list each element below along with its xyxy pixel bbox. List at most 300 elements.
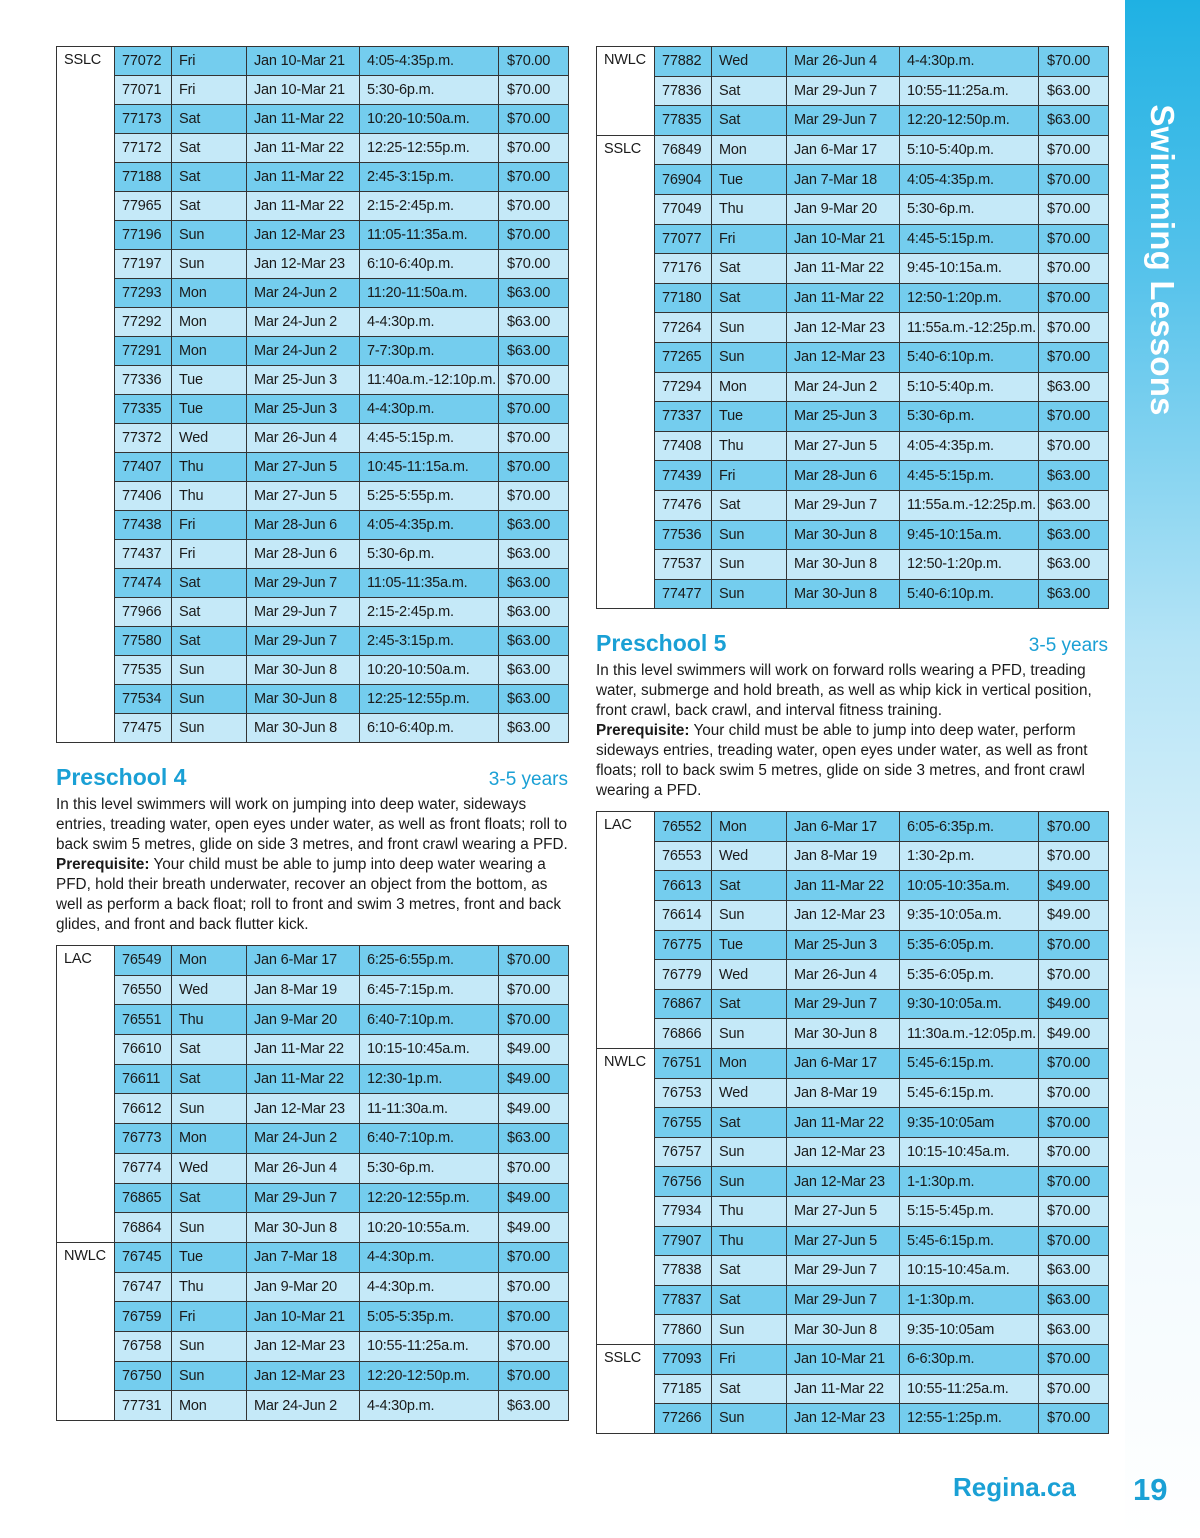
day-cell: Sat [712, 283, 787, 313]
course-code-cell: 76553 [655, 841, 712, 871]
date-range-cell: Jan 11-Mar 22 [787, 283, 900, 313]
time-cell: 5:45-6:15p.m. [900, 1049, 1039, 1079]
schedule-row [597, 431, 1109, 461]
day-cell: Sat [172, 1064, 247, 1094]
day-cell: Sun [712, 1019, 787, 1049]
day-cell: Mon [172, 1391, 247, 1421]
day-cell: Tue [712, 402, 787, 432]
schedule-row [57, 1272, 569, 1302]
schedule-row [597, 871, 1109, 901]
time-cell: 5:25-5:55p.m. [360, 482, 499, 511]
date-range-cell: Mar 26-Jun 4 [787, 47, 900, 77]
time-cell: 6-6:30p.m. [900, 1344, 1039, 1374]
day-cell: Fri [172, 540, 247, 569]
price-cell: $70.00 [499, 1005, 569, 1035]
date-range-cell: Mar 30-Jun 8 [787, 520, 900, 550]
day-cell: Sun [712, 520, 787, 550]
time-cell: 4:05-4:35p.m. [360, 47, 499, 76]
course-code-cell: 76864 [115, 1213, 172, 1243]
time-cell: 11:55a.m.-12:25p.m. [900, 313, 1039, 343]
time-cell: 4:05-4:35p.m. [900, 165, 1039, 195]
schedule-row [597, 1019, 1109, 1049]
schedule-row [597, 960, 1109, 990]
price-cell: $63.00 [1039, 106, 1109, 136]
section-header-preschool-4 [56, 761, 568, 791]
course-code-cell: 76613 [655, 871, 712, 901]
price-cell: $63.00 [1039, 1315, 1109, 1345]
course-code-cell: 77731 [115, 1391, 172, 1421]
price-cell: $70.00 [499, 946, 569, 976]
time-cell: 5:35-6:05p.m. [900, 960, 1039, 990]
schedule-row [597, 194, 1109, 224]
schedule-row [597, 1404, 1109, 1434]
schedule-row [57, 1391, 569, 1421]
course-code-cell: 76756 [655, 1167, 712, 1197]
schedule-row [57, 221, 569, 250]
time-cell: 4-4:30p.m. [900, 47, 1039, 77]
time-cell: 4:45-5:15p.m. [900, 224, 1039, 254]
time-cell: 4:45-5:15p.m. [900, 461, 1039, 491]
price-cell: $70.00 [1039, 960, 1109, 990]
schedule-row [57, 1213, 569, 1243]
course-code-cell: 77292 [115, 308, 172, 337]
price-cell: $70.00 [499, 163, 569, 192]
schedule-row [57, 76, 569, 105]
course-code-cell: 76753 [655, 1078, 712, 1108]
schedule-row [57, 424, 569, 453]
time-cell: 6:25-6:55p.m. [360, 946, 499, 976]
price-cell: $63.00 [499, 656, 569, 685]
day-cell: Sat [172, 569, 247, 598]
location-cell: LAC [57, 946, 115, 1243]
schedule-row [597, 106, 1109, 136]
day-cell: Fri [172, 511, 247, 540]
schedule-row [597, 1315, 1109, 1345]
day-cell: Thu [712, 194, 787, 224]
time-cell: 10:05-10:35a.m. [900, 871, 1039, 901]
course-code-cell: 77180 [655, 283, 712, 313]
date-range-cell: Mar 30-Jun 8 [787, 1315, 900, 1345]
schedule-row [597, 930, 1109, 960]
schedule-row [57, 627, 569, 656]
date-range-cell: Jan 11-Mar 22 [787, 1374, 900, 1404]
date-range-cell: Mar 29-Jun 7 [787, 76, 900, 106]
price-cell: $70.00 [499, 975, 569, 1005]
schedule-row [597, 76, 1109, 106]
date-range-cell: Jan 12-Mar 23 [787, 901, 900, 931]
date-range-cell: Jan 12-Mar 23 [247, 1361, 360, 1391]
date-range-cell: Mar 29-Jun 7 [787, 106, 900, 136]
schedule-row [57, 1005, 569, 1035]
date-range-cell: Mar 24-Jun 2 [247, 337, 360, 366]
price-cell: $70.00 [1039, 1137, 1109, 1167]
date-range-cell: Mar 26-Jun 4 [247, 424, 360, 453]
date-range-cell: Jan 11-Mar 22 [247, 1035, 360, 1065]
section-header-preschool-5 [596, 627, 1108, 657]
price-cell: $63.00 [1039, 520, 1109, 550]
time-cell: 2:45-3:15p.m. [360, 163, 499, 192]
date-range-cell: Jan 12-Mar 23 [247, 1331, 360, 1361]
date-range-cell: Mar 30-Jun 8 [247, 1213, 360, 1243]
price-cell: $49.00 [1039, 871, 1109, 901]
day-cell: Sun [712, 901, 787, 931]
date-range-cell: Jan 12-Mar 23 [787, 342, 900, 372]
price-cell: $63.00 [499, 511, 569, 540]
time-cell: 5:40-6:10p.m. [900, 579, 1039, 609]
day-cell: Sun [172, 1213, 247, 1243]
schedule-row [597, 1226, 1109, 1256]
schedule-row [57, 395, 569, 424]
time-cell: 2:45-3:15p.m. [360, 627, 499, 656]
price-cell: $49.00 [1039, 989, 1109, 1019]
date-range-cell: Jan 9-Mar 20 [787, 194, 900, 224]
time-cell: 11:55a.m.-12:25p.m. [900, 490, 1039, 520]
day-cell: Tue [712, 930, 787, 960]
price-cell: $70.00 [499, 250, 569, 279]
day-cell: Sun [172, 656, 247, 685]
date-range-cell: Mar 28-Jun 6 [247, 511, 360, 540]
price-cell: $70.00 [499, 453, 569, 482]
schedule-row [57, 366, 569, 395]
day-cell: Sat [712, 254, 787, 284]
course-code-cell: 77264 [655, 313, 712, 343]
price-cell: $70.00 [499, 482, 569, 511]
date-range-cell: Mar 28-Jun 6 [247, 540, 360, 569]
price-cell: $63.00 [1039, 461, 1109, 491]
day-cell: Sat [172, 598, 247, 627]
price-cell: $70.00 [499, 1242, 569, 1272]
date-range-cell: Mar 24-Jun 2 [247, 1391, 360, 1421]
schedule-row [57, 598, 569, 627]
course-code-cell: 76750 [115, 1361, 172, 1391]
day-cell: Sun [172, 1094, 247, 1124]
date-range-cell: Mar 29-Jun 7 [247, 569, 360, 598]
course-code-cell: 77837 [655, 1285, 712, 1315]
price-cell: $63.00 [499, 685, 569, 714]
time-cell: 9:30-10:05a.m. [900, 989, 1039, 1019]
location-cell: NWLC [57, 1242, 115, 1420]
time-cell: 5:30-6p.m. [900, 194, 1039, 224]
price-cell: $70.00 [1039, 194, 1109, 224]
schedule-table [596, 811, 1109, 1433]
date-range-cell: Mar 27-Jun 5 [787, 431, 900, 461]
date-range-cell: Mar 24-Jun 2 [247, 279, 360, 308]
price-cell: $70.00 [499, 1361, 569, 1391]
price-cell: $70.00 [1039, 135, 1109, 165]
course-code-cell: 77438 [115, 511, 172, 540]
day-cell: Thu [172, 1272, 247, 1302]
date-range-cell: Jan 11-Mar 22 [247, 105, 360, 134]
day-cell: Wed [712, 47, 787, 77]
time-cell: 10:20-10:55a.m. [360, 1213, 499, 1243]
price-cell: $63.00 [499, 598, 569, 627]
date-range-cell: Mar 25-Jun 3 [247, 395, 360, 424]
day-cell: Wed [172, 1153, 247, 1183]
course-code-cell: 76866 [655, 1019, 712, 1049]
day-cell: Sun [172, 1361, 247, 1391]
course-code-cell: 77475 [115, 714, 172, 743]
time-cell: 5:30-6p.m. [900, 402, 1039, 432]
location-cell: NWLC [597, 1049, 655, 1345]
time-cell: 6:40-7:10p.m. [360, 1005, 499, 1035]
time-cell: 10:15-10:45a.m. [900, 1256, 1039, 1286]
day-cell: Thu [172, 1005, 247, 1035]
course-code-cell: 77265 [655, 342, 712, 372]
date-range-cell: Mar 29-Jun 7 [247, 598, 360, 627]
course-code-cell: 77882 [655, 47, 712, 77]
course-code-cell: 76610 [115, 1035, 172, 1065]
location-cell: NWLC [597, 47, 655, 136]
schedule-row [57, 1331, 569, 1361]
time-cell: 11:40a.m.-12:10p.m. [360, 366, 499, 395]
day-cell: Sun [712, 1315, 787, 1345]
course-code-cell: 76751 [655, 1049, 712, 1079]
time-cell: 7-7:30p.m. [360, 337, 499, 366]
course-code-cell: 76757 [655, 1137, 712, 1167]
schedule-row [597, 1197, 1109, 1227]
schedule-row [57, 308, 569, 337]
date-range-cell: Jan 8-Mar 19 [787, 841, 900, 871]
location-cell: SSLC [57, 47, 115, 743]
date-range-cell: Jan 12-Mar 23 [247, 1094, 360, 1124]
course-code-cell: 77535 [115, 656, 172, 685]
time-cell: 12:50-1:20p.m. [900, 283, 1039, 313]
course-code-cell: 77477 [655, 579, 712, 609]
schedule-row [57, 946, 569, 976]
schedule-row [57, 1183, 569, 1213]
schedule-row [57, 453, 569, 482]
time-cell: 12:25-12:55p.m. [360, 134, 499, 163]
course-code-cell: 77197 [115, 250, 172, 279]
day-cell: Mon [172, 308, 247, 337]
schedule-row [597, 550, 1109, 580]
date-range-cell: Mar 29-Jun 7 [787, 989, 900, 1019]
time-cell: 9:45-10:15a.m. [900, 520, 1039, 550]
price-cell: $70.00 [499, 192, 569, 221]
course-code-cell: 77536 [655, 520, 712, 550]
course-code-cell: 76614 [655, 901, 712, 931]
schedule-row [57, 47, 569, 76]
day-cell: Sun [712, 579, 787, 609]
time-cell: 1-1:30p.m. [900, 1285, 1039, 1315]
schedule-row [57, 1094, 569, 1124]
date-range-cell: Mar 25-Jun 3 [787, 930, 900, 960]
footer-site-link[interactable]: Regina.ca [953, 1472, 1076, 1502]
date-range-cell: Mar 24-Jun 2 [787, 372, 900, 402]
date-range-cell: Jan 6-Mar 17 [787, 135, 900, 165]
time-cell: 10:20-10:50a.m. [360, 656, 499, 685]
level-description [596, 661, 1108, 801]
schedule-row [597, 224, 1109, 254]
price-cell: $70.00 [1039, 47, 1109, 77]
date-range-cell: Jan 11-Mar 22 [787, 871, 900, 901]
course-code-cell: 76755 [655, 1108, 712, 1138]
date-range-cell: Mar 26-Jun 4 [247, 1153, 360, 1183]
course-code-cell: 77537 [655, 550, 712, 580]
price-cell: $70.00 [1039, 930, 1109, 960]
time-cell: 12:50-1:20p.m. [900, 550, 1039, 580]
price-cell: $49.00 [499, 1183, 569, 1213]
left-column [56, 46, 568, 1421]
time-cell: 5:40-6:10p.m. [900, 342, 1039, 372]
schedule-row [597, 1167, 1109, 1197]
day-cell: Sat [712, 76, 787, 106]
schedule-row [57, 482, 569, 511]
price-cell: $70.00 [499, 76, 569, 105]
course-code-cell: 77176 [655, 254, 712, 284]
time-cell: 10:55-11:25a.m. [900, 1374, 1039, 1404]
schedule-row [597, 402, 1109, 432]
course-code-cell: 77336 [115, 366, 172, 395]
date-range-cell: Mar 29-Jun 7 [787, 1285, 900, 1315]
time-cell: 12:20-12:50p.m. [360, 1361, 499, 1391]
date-range-cell: Jan 7-Mar 18 [787, 165, 900, 195]
time-cell: 10:45-11:15a.m. [360, 453, 499, 482]
schedule-row [57, 656, 569, 685]
price-cell: $63.00 [1039, 490, 1109, 520]
course-code-cell: 77476 [655, 490, 712, 520]
schedule-row [597, 342, 1109, 372]
date-range-cell: Mar 29-Jun 7 [247, 1183, 360, 1213]
day-cell: Sun [172, 685, 247, 714]
course-code-cell: 76865 [115, 1183, 172, 1213]
course-code-cell: 77534 [115, 685, 172, 714]
time-cell: 11:20-11:50a.m. [360, 279, 499, 308]
schedule-row [57, 975, 569, 1005]
price-cell: $49.00 [499, 1064, 569, 1094]
schedule-row [57, 105, 569, 134]
date-range-cell: Jan 8-Mar 19 [247, 975, 360, 1005]
price-cell: $70.00 [1039, 1226, 1109, 1256]
schedule-table [56, 945, 569, 1421]
description-text: In this level swimmers will work on forward rolls wearing a PFD, treading water, submerge and hold breath, as well as whip kick in vertical position, front crawl, back crawl, and interval fitness training. [596, 662, 1092, 720]
course-code-cell: 76747 [115, 1272, 172, 1302]
schedule-row [597, 989, 1109, 1019]
schedule-row [597, 1344, 1109, 1374]
time-cell: 1-1:30p.m. [900, 1167, 1039, 1197]
price-cell: $63.00 [499, 337, 569, 366]
schedule-row [57, 511, 569, 540]
day-cell: Sat [712, 1108, 787, 1138]
course-code-cell: 77172 [115, 134, 172, 163]
price-cell: $70.00 [1039, 1197, 1109, 1227]
date-range-cell: Jan 10-Mar 21 [247, 1302, 360, 1332]
day-cell: Sun [712, 1167, 787, 1197]
price-cell: $63.00 [499, 308, 569, 337]
level-description [56, 795, 568, 935]
date-range-cell: Jan 10-Mar 21 [247, 47, 360, 76]
time-cell: 12:55-1:25p.m. [900, 1404, 1039, 1434]
price-cell: $70.00 [499, 1153, 569, 1183]
schedule-row [597, 1137, 1109, 1167]
date-range-cell: Jan 11-Mar 22 [247, 1064, 360, 1094]
date-range-cell: Jan 8-Mar 19 [787, 1078, 900, 1108]
schedule-row [597, 901, 1109, 931]
course-code-cell: 77077 [655, 224, 712, 254]
date-range-cell: Jan 11-Mar 22 [787, 254, 900, 284]
course-code-cell: 76552 [655, 812, 712, 842]
time-cell: 5:30-6p.m. [360, 76, 499, 105]
schedule-row [57, 1242, 569, 1272]
price-cell: $70.00 [1039, 1049, 1109, 1079]
day-cell: Sat [172, 163, 247, 192]
price-cell: $70.00 [1039, 1374, 1109, 1404]
price-cell: $70.00 [499, 1272, 569, 1302]
price-cell: $63.00 [499, 714, 569, 743]
day-cell: Tue [712, 165, 787, 195]
price-cell: $70.00 [499, 1302, 569, 1332]
day-cell: Sat [172, 1183, 247, 1213]
course-code-cell: 77372 [115, 424, 172, 453]
price-cell: $70.00 [499, 47, 569, 76]
schedule-row [57, 1361, 569, 1391]
day-cell: Sun [172, 714, 247, 743]
price-cell: $70.00 [499, 105, 569, 134]
schedule-row [597, 47, 1109, 77]
date-range-cell: Jan 12-Mar 23 [787, 1167, 900, 1197]
day-cell: Sat [712, 490, 787, 520]
date-range-cell: Mar 30-Jun 8 [787, 1019, 900, 1049]
day-cell: Mon [712, 1049, 787, 1079]
day-cell: Mon [712, 135, 787, 165]
date-range-cell: Mar 26-Jun 4 [787, 960, 900, 990]
time-cell: 4-4:30p.m. [360, 1272, 499, 1302]
section-title: Preschool 5 [596, 630, 727, 657]
date-range-cell: Jan 12-Mar 23 [247, 221, 360, 250]
date-range-cell: Mar 28-Jun 6 [787, 461, 900, 491]
day-cell: Sun [172, 1331, 247, 1361]
time-cell: 10:55-11:25a.m. [900, 76, 1039, 106]
time-cell: 5:15-5:45p.m. [900, 1197, 1039, 1227]
time-cell: 10:55-11:25a.m. [360, 1331, 499, 1361]
course-code-cell: 77093 [655, 1344, 712, 1374]
price-cell: $70.00 [499, 1331, 569, 1361]
schedule-row [597, 1256, 1109, 1286]
date-range-cell: Jan 11-Mar 22 [247, 134, 360, 163]
day-cell: Wed [712, 1078, 787, 1108]
time-cell: 12:20-12:50p.m. [900, 106, 1039, 136]
course-code-cell: 76779 [655, 960, 712, 990]
time-cell: 11:05-11:35a.m. [360, 569, 499, 598]
date-range-cell: Mar 24-Jun 2 [247, 1124, 360, 1154]
time-cell: 5:30-6p.m. [360, 1153, 499, 1183]
course-code-cell: 77580 [115, 627, 172, 656]
time-cell: 4-4:30p.m. [360, 395, 499, 424]
time-cell: 9:35-10:05am [900, 1315, 1039, 1345]
date-range-cell: Mar 25-Jun 3 [247, 366, 360, 395]
schedule-row [57, 569, 569, 598]
section-side-title: Swimming Lessons [1144, 104, 1181, 416]
price-cell: $70.00 [1039, 431, 1109, 461]
date-range-cell: Mar 29-Jun 7 [247, 627, 360, 656]
course-code-cell: 77173 [115, 105, 172, 134]
day-cell: Fri [712, 461, 787, 491]
course-code-cell: 76774 [115, 1153, 172, 1183]
prerequisite-label: Prerequisite: [56, 856, 150, 873]
course-code-cell: 77907 [655, 1226, 712, 1256]
date-range-cell: Jan 12-Mar 23 [787, 1404, 900, 1434]
course-code-cell: 77934 [655, 1197, 712, 1227]
day-cell: Mon [712, 372, 787, 402]
price-cell: $63.00 [499, 1391, 569, 1421]
schedule-row [597, 1049, 1109, 1079]
date-range-cell: Jan 6-Mar 17 [787, 812, 900, 842]
price-cell: $70.00 [499, 221, 569, 250]
date-range-cell: Mar 27-Jun 5 [787, 1226, 900, 1256]
price-cell: $63.00 [499, 540, 569, 569]
price-cell: $70.00 [1039, 841, 1109, 871]
price-cell: $70.00 [1039, 1167, 1109, 1197]
